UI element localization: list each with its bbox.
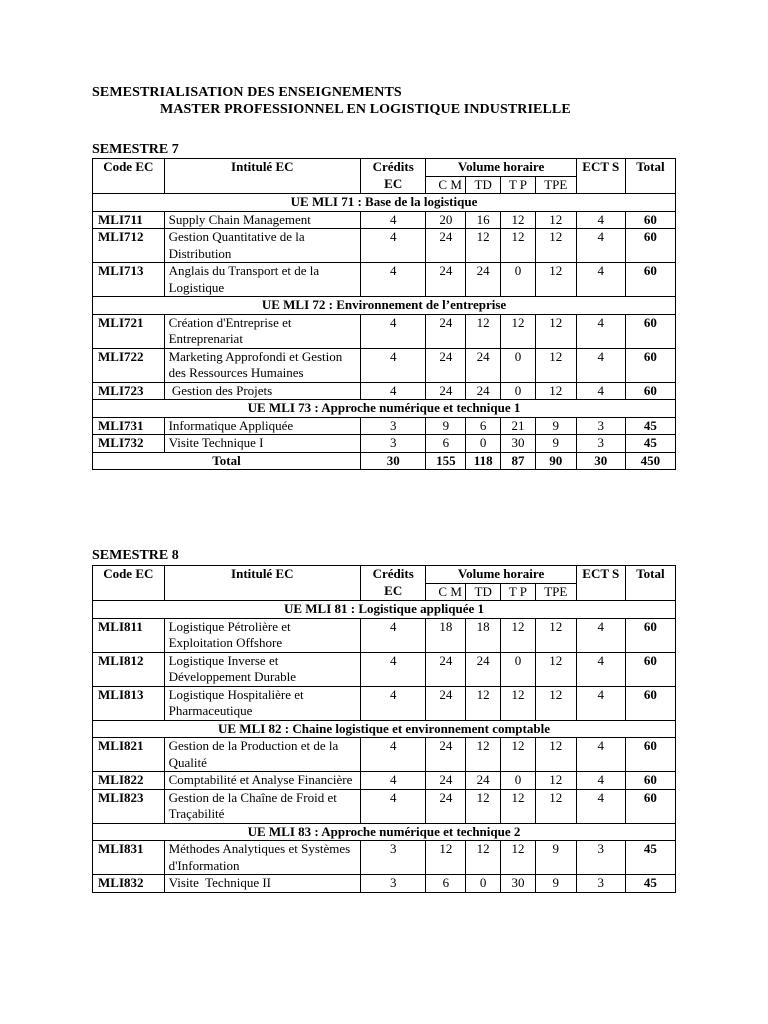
course-code: MLI821	[93, 738, 165, 772]
course-code: MLI812	[93, 652, 165, 686]
course-total: 60	[625, 789, 675, 823]
course-ects: 4	[576, 772, 625, 790]
course-name: Marketing Approfondi et Gestion des Ressources Humaines	[164, 348, 360, 382]
header-intitule: Intitulé EC	[164, 566, 360, 601]
course-total: 60	[625, 229, 675, 263]
ue-row	[93, 823, 676, 841]
course-name: Gestion de la Chaîne de Froid et Traçabilité	[164, 789, 360, 823]
total-ects: 30	[576, 452, 625, 470]
course-ects: 3	[576, 417, 625, 435]
course-tp: 12	[501, 314, 536, 348]
course-name: Supply Chain Management	[164, 211, 360, 229]
semester-7-label: SEMESTRE 7	[92, 142, 179, 157]
course-total: 60	[625, 772, 675, 790]
course-credits: 4	[360, 348, 425, 382]
course-name: Informatique Appliquée	[164, 417, 360, 435]
table-row	[93, 435, 676, 453]
header-credits: Crédits EC	[360, 566, 425, 601]
course-name: Logistique Pétrolière et Exploitation Offshore	[164, 618, 360, 652]
header-ects: ECT S	[576, 159, 625, 194]
ue-title: UE MLI 81 : Logistique appliquée 1	[93, 601, 676, 619]
course-total: 60	[625, 738, 675, 772]
course-tpe: 12	[535, 772, 576, 790]
course-name: Gestion Quantitative de la Distribution	[164, 229, 360, 263]
table-row	[93, 875, 676, 893]
course-credits: 4	[360, 211, 425, 229]
ue-title: UE MLI 83 : Approche numérique et technique 2	[93, 823, 676, 841]
ue-title: UE MLI 82 : Chaine logistique et environnement comptable	[93, 720, 676, 738]
course-ects: 3	[576, 875, 625, 893]
course-td: 24	[466, 348, 501, 382]
course-td: 12	[466, 789, 501, 823]
table-row	[93, 229, 676, 263]
course-tp: 12	[501, 841, 536, 875]
course-tpe: 12	[535, 211, 576, 229]
course-name: Création d'Entreprise et Entreprenariat	[164, 314, 360, 348]
course-ects: 4	[576, 263, 625, 297]
table-row	[93, 382, 676, 400]
course-td: 12	[466, 229, 501, 263]
semester-8-table	[92, 565, 676, 893]
course-name: Visite Technique II	[164, 875, 360, 893]
course-td: 18	[466, 618, 501, 652]
course-tp: 12	[501, 686, 536, 720]
course-total: 60	[625, 686, 675, 720]
course-credits: 4	[360, 652, 425, 686]
course-code: MLI811	[93, 618, 165, 652]
table-row	[93, 789, 676, 823]
course-tpe: 12	[535, 652, 576, 686]
ue-title: UE MLI 71 : Base de la logistique	[93, 194, 676, 212]
course-credits: 4	[360, 229, 425, 263]
course-credits: 4	[360, 686, 425, 720]
document-title: SEMESTRIALISATION DES ENSEIGNEMENTS	[92, 85, 402, 100]
course-cm: 24	[426, 686, 466, 720]
course-credits: 4	[360, 382, 425, 400]
total-row	[93, 452, 676, 470]
header-intitule: Intitulé EC	[164, 159, 360, 194]
course-total: 60	[625, 314, 675, 348]
course-td: 16	[466, 211, 501, 229]
course-code: MLI823	[93, 789, 165, 823]
course-code: MLI712	[93, 229, 165, 263]
ue-title: UE MLI 73 : Approche numérique et technique 1	[93, 400, 676, 418]
course-credits: 4	[360, 738, 425, 772]
course-name: Visite Technique I	[164, 435, 360, 453]
course-ects: 4	[576, 229, 625, 263]
course-credits: 3	[360, 841, 425, 875]
course-code: MLI831	[93, 841, 165, 875]
table-row	[93, 314, 676, 348]
course-name: Logistique Hospitalière et Pharmaceutique	[164, 686, 360, 720]
course-td: 24	[466, 772, 501, 790]
course-ects: 4	[576, 789, 625, 823]
course-cm: 18	[426, 618, 466, 652]
table-row	[93, 738, 676, 772]
course-code: MLI723	[93, 382, 165, 400]
course-name: Gestion de la Production et de la Qualité	[164, 738, 360, 772]
course-total: 60	[625, 348, 675, 382]
course-tp: 30	[501, 435, 536, 453]
ue-row	[93, 400, 676, 418]
course-td: 12	[466, 686, 501, 720]
course-total: 60	[625, 618, 675, 652]
header-total: Total	[625, 159, 675, 194]
course-credits: 3	[360, 435, 425, 453]
course-credits: 4	[360, 772, 425, 790]
course-total: 45	[625, 435, 675, 453]
total-total: 450	[625, 452, 675, 470]
course-cm: 24	[426, 738, 466, 772]
course-td: 6	[466, 417, 501, 435]
course-credits: 3	[360, 417, 425, 435]
course-tpe: 12	[535, 618, 576, 652]
header-tpe: TPE	[535, 176, 576, 194]
table-row	[93, 618, 676, 652]
course-cm: 24	[426, 229, 466, 263]
course-name: Comptabilité et Analyse Financière	[164, 772, 360, 790]
ue-row	[93, 601, 676, 619]
course-cm: 6	[426, 875, 466, 893]
course-credits: 4	[360, 263, 425, 297]
header-row	[93, 566, 676, 584]
header-cm: C M	[426, 176, 466, 194]
total-td: 118	[466, 452, 501, 470]
course-credits: 3	[360, 875, 425, 893]
header-total: Total	[625, 566, 675, 601]
ue-row	[93, 194, 676, 212]
course-code: MLI731	[93, 417, 165, 435]
course-code: MLI732	[93, 435, 165, 453]
course-ects: 4	[576, 382, 625, 400]
table-row	[93, 211, 676, 229]
course-total: 60	[625, 382, 675, 400]
course-tp: 0	[501, 348, 536, 382]
course-tpe: 9	[535, 435, 576, 453]
table-row	[93, 686, 676, 720]
course-ects: 3	[576, 841, 625, 875]
course-tp: 0	[501, 263, 536, 297]
course-tp: 12	[501, 618, 536, 652]
course-cm: 20	[426, 211, 466, 229]
course-cm: 24	[426, 652, 466, 686]
total-cm: 155	[426, 452, 466, 470]
header-ects: ECT S	[576, 566, 625, 601]
course-tpe: 12	[535, 382, 576, 400]
course-ects: 4	[576, 738, 625, 772]
table-row	[93, 417, 676, 435]
table-row	[93, 841, 676, 875]
header-td: TD	[466, 583, 501, 601]
course-td: 0	[466, 435, 501, 453]
header-volume-horaire: Volume horaire	[426, 159, 576, 177]
header-tp: T P	[501, 583, 536, 601]
course-td: 24	[466, 652, 501, 686]
table-row	[93, 772, 676, 790]
course-code: MLI713	[93, 263, 165, 297]
course-ects: 4	[576, 314, 625, 348]
course-name: Méthodes Analytiques et Systèmes d'Information	[164, 841, 360, 875]
course-code: MLI721	[93, 314, 165, 348]
course-tpe: 12	[535, 263, 576, 297]
course-tp: 0	[501, 772, 536, 790]
course-tpe: 9	[535, 417, 576, 435]
course-tp: 12	[501, 229, 536, 263]
course-total: 45	[625, 841, 675, 875]
course-code: MLI813	[93, 686, 165, 720]
course-name: Logistique Inverse et Développement Durable	[164, 652, 360, 686]
course-tp: 12	[501, 211, 536, 229]
total-label: Total	[93, 452, 361, 470]
course-tpe: 9	[535, 841, 576, 875]
header-row	[93, 159, 676, 177]
header-cm: C M	[426, 583, 466, 601]
semester-8-label: SEMESTRE 8	[92, 548, 179, 563]
course-tp: 21	[501, 417, 536, 435]
course-ects: 4	[576, 686, 625, 720]
course-td: 12	[466, 314, 501, 348]
course-total: 45	[625, 417, 675, 435]
course-cm: 24	[426, 314, 466, 348]
course-tp: 12	[501, 738, 536, 772]
course-code: MLI822	[93, 772, 165, 790]
course-name: Anglais du Transport et de la Logistique	[164, 263, 360, 297]
document-subtitle: MASTER PROFESSIONNEL EN LOGISTIQUE INDUSTRIELLE	[160, 102, 571, 117]
course-cm: 24	[426, 263, 466, 297]
course-ects: 4	[576, 652, 625, 686]
ue-row	[93, 297, 676, 315]
course-ects: 4	[576, 211, 625, 229]
total-credits: 30	[360, 452, 425, 470]
course-total: 60	[625, 211, 675, 229]
header-volume-horaire: Volume horaire	[426, 566, 576, 584]
header-code: Code EC	[93, 566, 165, 601]
ue-title: UE MLI 72 : Environnement de l’entreprise	[93, 297, 676, 315]
table-row	[93, 263, 676, 297]
table-row	[93, 348, 676, 382]
course-code: MLI711	[93, 211, 165, 229]
course-credits: 4	[360, 618, 425, 652]
course-tpe: 9	[535, 875, 576, 893]
header-credits: Crédits EC	[360, 159, 425, 194]
course-ects: 4	[576, 618, 625, 652]
course-td: 24	[466, 263, 501, 297]
header-td: TD	[466, 176, 501, 194]
course-cm: 24	[426, 772, 466, 790]
course-td: 12	[466, 738, 501, 772]
course-code: MLI722	[93, 348, 165, 382]
course-cm: 12	[426, 841, 466, 875]
course-tpe: 12	[535, 229, 576, 263]
course-code: MLI832	[93, 875, 165, 893]
course-cm: 9	[426, 417, 466, 435]
course-tp: 12	[501, 789, 536, 823]
course-total: 60	[625, 652, 675, 686]
course-tpe: 12	[535, 314, 576, 348]
course-name: Gestion des Projets	[164, 382, 360, 400]
header-code: Code EC	[93, 159, 165, 194]
course-tpe: 12	[535, 738, 576, 772]
course-tp: 30	[501, 875, 536, 893]
course-cm: 24	[426, 789, 466, 823]
table-row	[93, 652, 676, 686]
course-ects: 3	[576, 435, 625, 453]
course-tp: 0	[501, 652, 536, 686]
total-tp: 87	[501, 452, 536, 470]
header-tp: T P	[501, 176, 536, 194]
course-credits: 4	[360, 314, 425, 348]
course-td: 12	[466, 841, 501, 875]
course-ects: 4	[576, 348, 625, 382]
header-tpe: TPE	[535, 583, 576, 601]
course-tpe: 12	[535, 789, 576, 823]
total-tpe: 90	[535, 452, 576, 470]
ue-row	[93, 720, 676, 738]
course-cm: 24	[426, 348, 466, 382]
course-total: 60	[625, 263, 675, 297]
course-tpe: 12	[535, 348, 576, 382]
course-total: 45	[625, 875, 675, 893]
course-cm: 6	[426, 435, 466, 453]
course-td: 0	[466, 875, 501, 893]
course-tp: 0	[501, 382, 536, 400]
course-td: 24	[466, 382, 501, 400]
course-cm: 24	[426, 382, 466, 400]
course-tpe: 12	[535, 686, 576, 720]
semester-7-table	[92, 158, 676, 470]
course-credits: 4	[360, 789, 425, 823]
